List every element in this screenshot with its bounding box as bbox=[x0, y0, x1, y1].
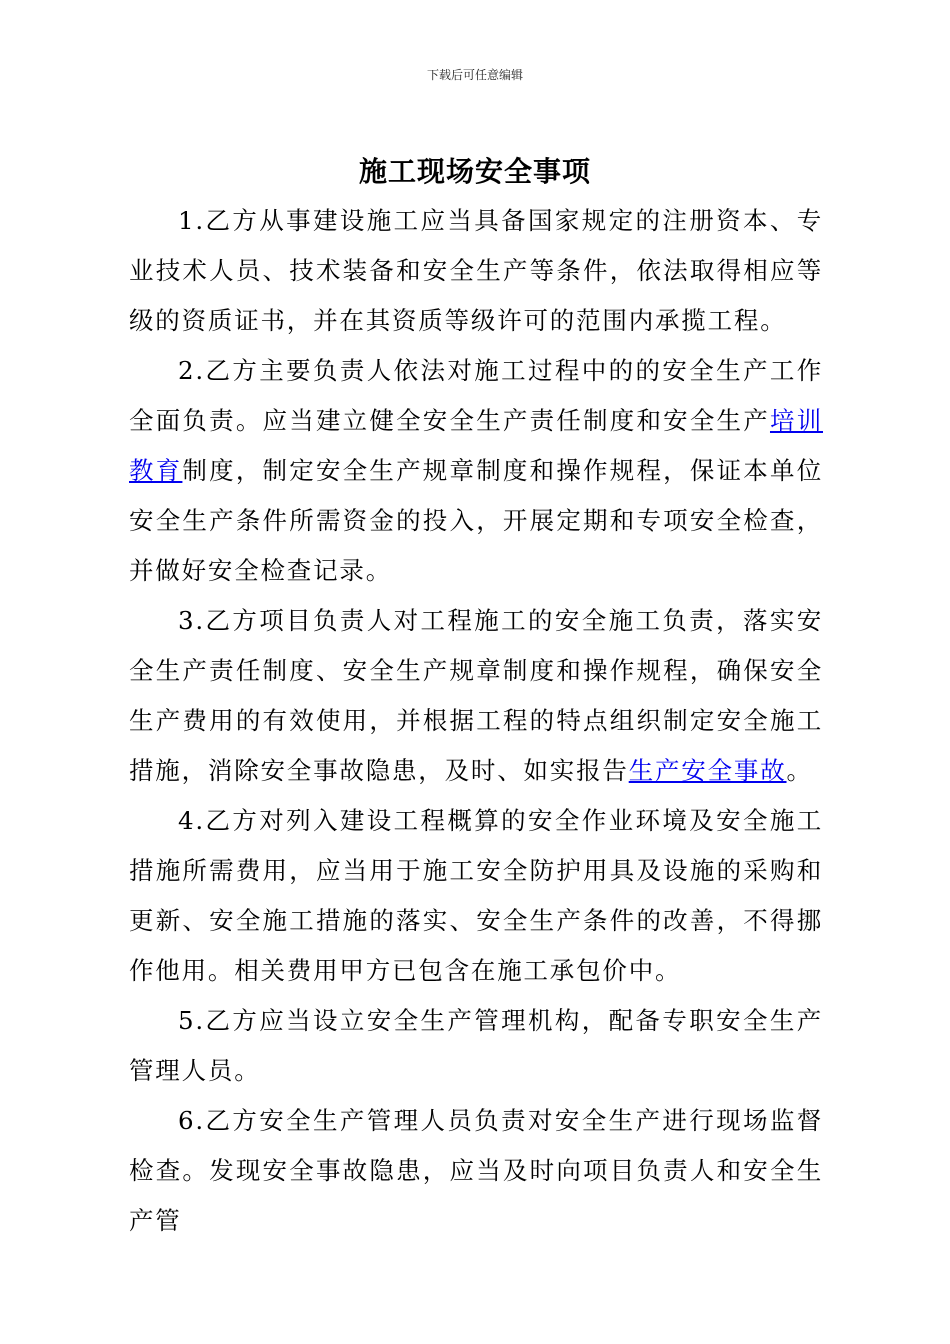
paragraph-4: 4.乙方对列入建设工程概算的安全作业环境及安全施工措施所需费用，应当用于施工安全防护用具及设施的采购和更新、安全施工措施的落实、安全生产条件的改善，不得挪作他用。相关费用甲方已包含在施工承包价中。 bbox=[129, 806, 823, 985]
paragraph-3-text-after: 。 bbox=[786, 756, 813, 785]
paragraph-5: 5.乙方应当设立安全生产管理机构，配备专职安全生产管理人员。 bbox=[129, 1006, 823, 1085]
training-education-link[interactable]: 培训教育 bbox=[129, 406, 823, 485]
paragraph-1: 1.乙方从事建设施工应当具备国家规定的注册资本、专业技术人员、技术装备和安全生产等条件，依法取得相应等级的资质证书，并在其资质等级许可的范围内承揽工程。 bbox=[129, 206, 823, 335]
document-title: 施工现场安全事项 bbox=[358, 155, 591, 188]
paragraph-6: 6.乙方安全生产管理人员负责对安全生产进行现场监督检查。发现安全事故隐患，应当及时向项目负责人和安全生产管 bbox=[129, 1106, 823, 1235]
paragraph-2-text-before: 2.乙方主要负责人依法对施工过程中的的安全生产工作全面负责。应当建立健全安全生产责任制度和安全生产 bbox=[129, 356, 823, 435]
production-safety-accident-link[interactable]: 生产安全事故 bbox=[628, 756, 787, 785]
paragraph-3-text-before: 3.乙方项目负责人对工程施工的安全施工负责，落实安全生产责任制度、安全生产规章制度和操作规程，确保安全生产费用的有效使用，并根据工程的特点组织制定安全施工措施，消除安全事故隐患，及时、如实报告 bbox=[129, 606, 823, 785]
paragraph-2 bbox=[129, 346, 823, 596]
document-body bbox=[129, 196, 823, 1246]
paragraph-3 bbox=[129, 596, 823, 796]
page-header-note: 下载后可任意编辑 bbox=[426, 68, 523, 82]
paragraph-2-text-after: 制度，制定安全生产规章制度和操作规程，保证本单位安全生产条件所需资金的投入，开展定期和专项安全检查，并做好安全检查记录。 bbox=[129, 456, 823, 585]
